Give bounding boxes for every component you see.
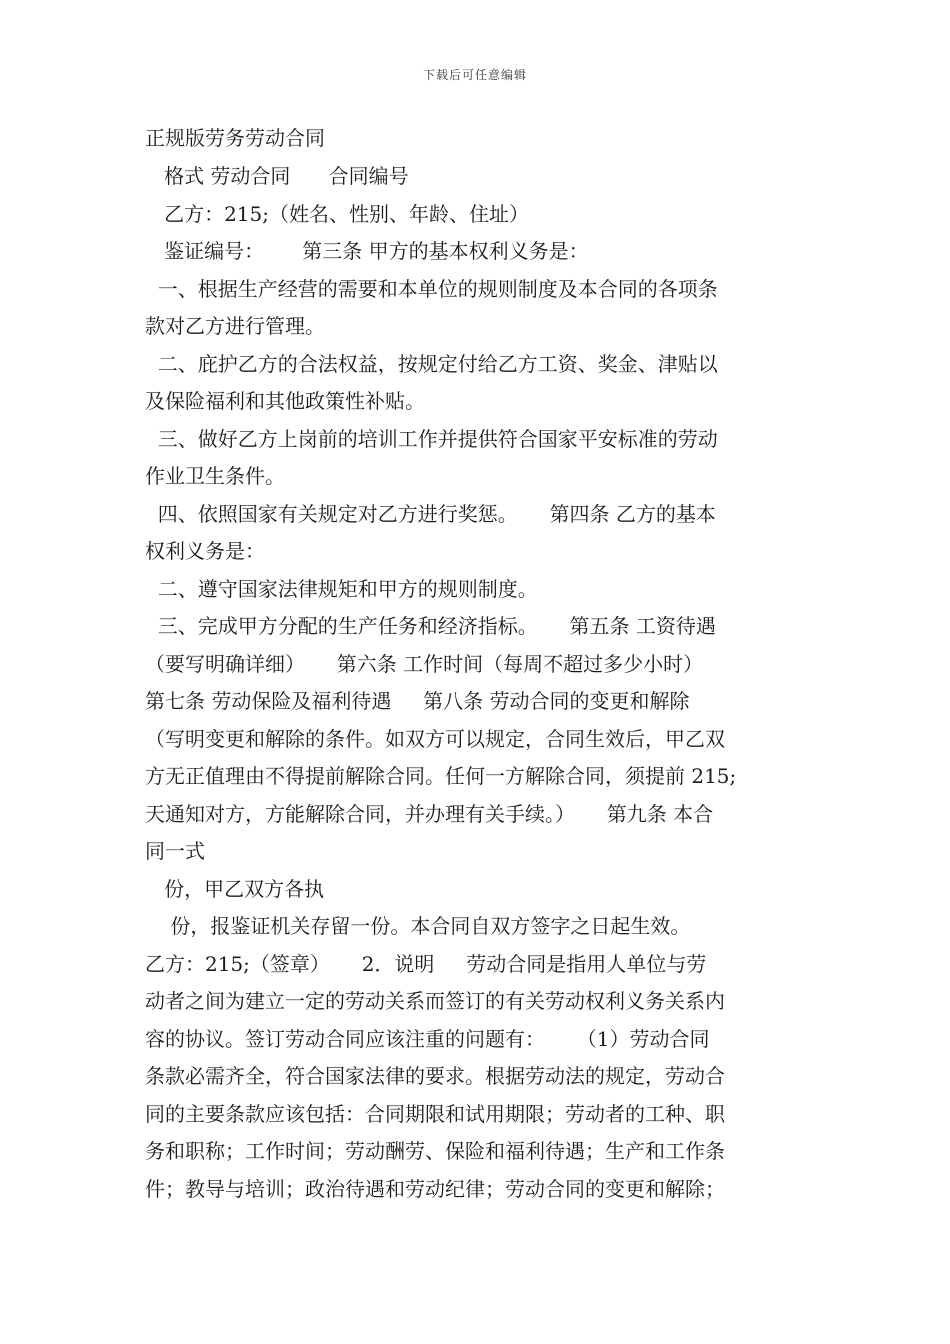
body-line: 天通知对方，方能解除合同，并办理有关手续。） 第九条 本合 — [145, 801, 714, 826]
body-line: 务和职称；工作时间；劳动酬劳、保险和福利待遇；生产和工作条 — [145, 1139, 725, 1163]
body-line: 作业卫生条件。 — [145, 464, 285, 488]
body-line: 条款必需齐全，符合国家法律的要求。根据劳动法的规定，劳动合 — [145, 1064, 725, 1088]
body-line: 格式 劳动合同 合同编号 — [145, 164, 409, 188]
body-line: 乙方：215;（签章） 2．说明 劳动合同是指用人单位与劳 — [145, 951, 707, 976]
body-line: 份，甲乙双方各执 — [145, 876, 325, 901]
body-line: 三、做好乙方上岗前的培训工作并提供符合国家平安标准的劳动 — [145, 426, 718, 451]
body-line: 方无正值理由不得提前解除合同。任何一方解除合同，须提前 215; — [145, 764, 737, 788]
document-body — [145, 118, 810, 1208]
body-line: 容的协议。签订劳动合同应该注重的问题有： （1）劳动合同 — [145, 1026, 710, 1051]
body-line: 同一式 — [145, 839, 205, 863]
document-title: 正规版劳务劳动合同 — [145, 126, 325, 150]
body-line: 件；教导与培训；政治待遇和劳动纪律；劳动合同的变更和解除； — [145, 1176, 725, 1201]
body-line: （写明变更和解除的条件。如双方可以规定，合同生效后，甲乙双 — [145, 726, 725, 751]
body-line: 四、依照国家有关规定对乙方进行奖惩。 第四条 乙方的基本 — [145, 501, 716, 526]
body-line: 权利义务是： — [145, 539, 265, 563]
body-line: 一、根据生产经营的需要和本单位的规则制度及本合同的各项条 — [145, 276, 718, 301]
body-line: 同的主要条款应该包括：合同期限和试用期限；劳动者的工种、职 — [145, 1101, 725, 1126]
body-line: 款对乙方进行管理。 — [145, 314, 325, 338]
body-line: 动者之间为建立一定的劳动关系而签订的有关劳动权利义务关系内 — [145, 989, 725, 1013]
body-line: 三、完成甲方分配的生产任务和经济指标。 第五条 工资待遇 — [145, 614, 716, 638]
body-line: 鉴证编号： 第三条 甲方的基本权利义务是： — [145, 239, 589, 263]
body-line: 二、庇护乙方的合法权益，按规定付给乙方工资、奖金、津贴以 — [145, 351, 718, 376]
body-line: 乙方：215;（姓名、性别、年龄、住址） — [145, 201, 529, 226]
body-line: 份，报鉴证机关存留一份。本合同自双方签字之日起生效。 — [145, 914, 691, 938]
page-header: 下载后可任意编辑 — [422, 68, 527, 82]
body-line: 及保险福利和其他政策性补贴。 — [145, 389, 425, 413]
body-line: 第七条 劳动保险及福利待遇 第八条 劳动合同的变更和解除 — [145, 689, 690, 713]
body-line: （要写明确详细） 第六条 工作时间（每周不超过多少小时） — [145, 651, 704, 676]
body-line: 二、遵守国家法律规矩和甲方的规则制度。 — [145, 576, 538, 601]
